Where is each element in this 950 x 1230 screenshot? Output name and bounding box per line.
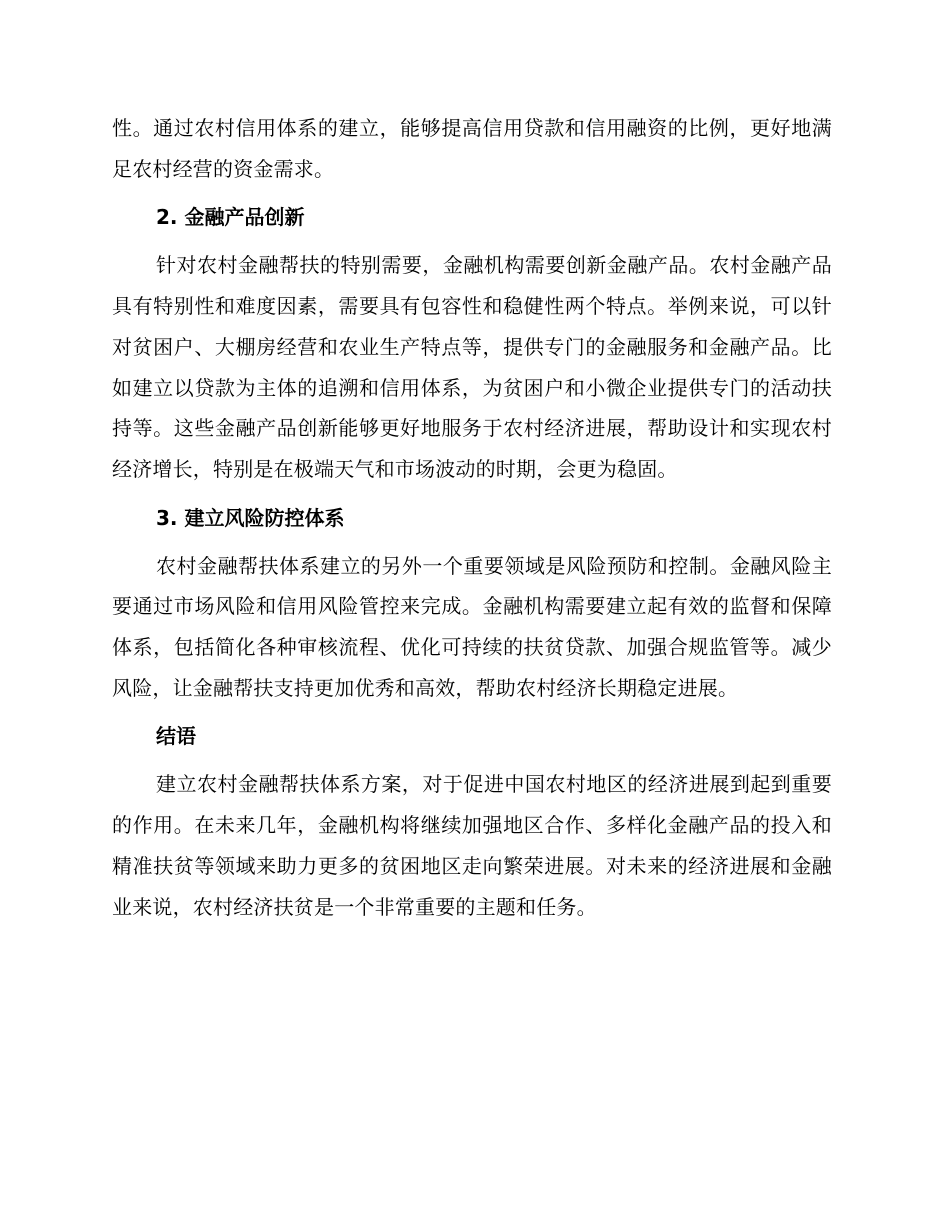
paragraph-financial-product-innovation: 针对农村金融帮扶的特别需要，金融机构需要创新金融产品。农村金融产品具有特别性和难度因素，需要具有包容性和稳健性两个特点。举例来说，可以针对贫困户、大棚房经营和农业生产特点等，提供专门的金融服务和金融产品。比如建立以贷款为主体的追溯和信用体系，为贫困户和小微企业提供专门的活动扶持等。这些金融产品创新能够更好地服务于农村经济进展，帮助设计和实现农村经济增长，特别是在极端天气和市场波动的时期，会更为稳固。 — [112, 253, 832, 481]
section-heading-financial-product-innovation: 2. 金融产品创新 — [156, 205, 305, 230]
document-page — [112, 108, 832, 927]
paragraph-risk-control-system: 农村金融帮扶体系建立的另外一个重要领域是风险预防和控制。金融风险主要通过市场风险和信用风险管控来完成。金融机构需要建立起有效的监督和保障体系，包括简化各种审核流程、优化可持续的扶贫贷款、加强合规监管等。减少风险，让金融帮扶支持更加优秀和高效，帮助农村经济长期稳定进展。 — [112, 553, 832, 700]
paragraph-continuation: 性。通过农村信用体系的建立，能够提高信用贷款和信用融资的比例，更好地满足农村经营的资金需求。 — [112, 116, 832, 181]
section-heading-risk-control-system: 3. 建立风险防控体系 — [156, 505, 345, 530]
paragraph-conclusion: 建立农村金融帮扶体系方案，对于促进中国农村地区的经济进展到起到重要的作用。在未来几年，金融机构将继续加强地区合作、多样化金融产品的投入和精准扶贫等领域来助力更多的贫困地区走向繁荣进展。对未来的经济进展和金融业来说，农村经济扶贫是一个非常重要的主题和任务。 — [112, 772, 832, 919]
section-heading-conclusion: 结语 — [156, 724, 196, 749]
